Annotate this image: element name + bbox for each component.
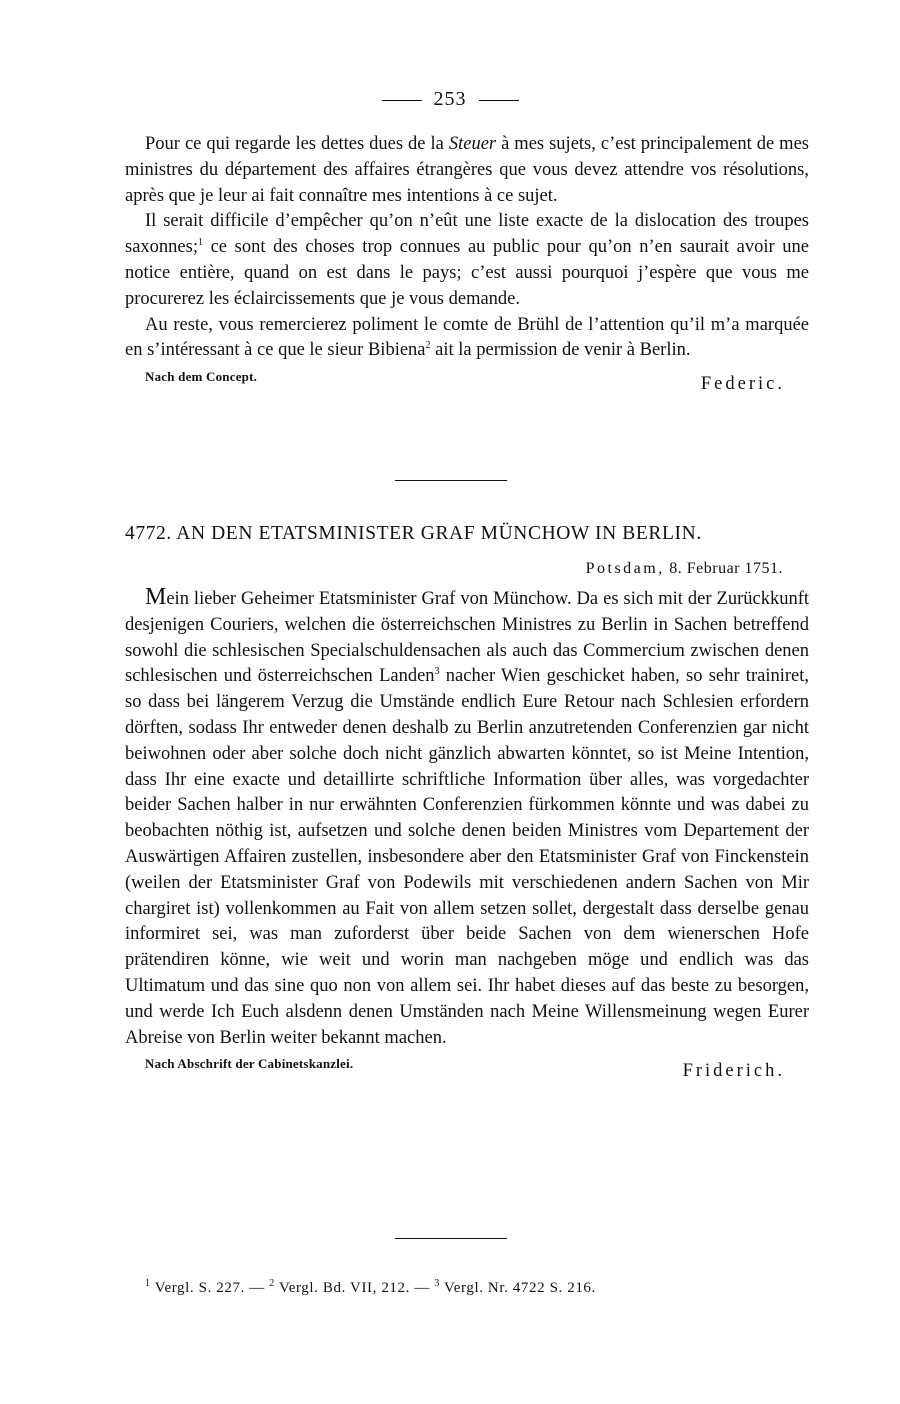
italic-word: Steuer	[448, 134, 497, 154]
footnote-3: $^3$ Vergl. Nr. 4722 S. 216.	[434, 1278, 596, 1296]
letter-place: Potsdam,	[585, 560, 665, 577]
letter-date: 8. Februar 1751.	[669, 560, 783, 577]
header-dash-left	[382, 100, 422, 101]
page-number-header	[0, 88, 900, 111]
letter-1-source-note: Nach dem Concept.	[145, 369, 258, 385]
section-divider-2	[395, 1238, 507, 1239]
footnote-separator: —	[414, 1280, 430, 1296]
letter-2-place-date	[586, 560, 783, 578]
header-dash-right	[479, 100, 519, 101]
footnotes	[145, 1280, 785, 1297]
letter-title: AN DEN ETATSMINISTER GRAF MÜNCHOW IN BERLIN.	[176, 523, 702, 544]
footnote-ref-1[interactable]: 1	[197, 237, 203, 249]
letter-1-paragraph-1: Pour ce qui regarde les dettes dues de la Steuer à mes sujets, c’est principalement de mes ministres du département des affaires étrangères que vous devez attendre vos résolutions, après que je leur ai fait connaître mes intentions à ce sujet.	[125, 134, 809, 206]
letter-2-body	[125, 584, 809, 1082]
footnote-1: $^1$ Vergl. S. 227.	[145, 1278, 245, 1296]
footnote-ref-3[interactable]: 3	[434, 666, 440, 678]
footnote-2: $^2$ Vergl. Bd. VII, 212.	[269, 1278, 410, 1296]
letter-2-paragraph: Mein lieber Geheimer Etatsminister Graf von Münchow. Da es sich mit der Zurückkunft desjenigen Couriers, welchen die österreichschen Ministres zu Berlin in Sachen betreffend sowohl die schlesischen Specialschuldensachen als auch das Commercium zwischen denen schlesischen und österreichschen Landen$^3$ nacher Wien geschicket haben, so sehr trainiret, so dass bei längerem Verzug die Umstände endlich Eure Retour nach Schlesien erfordern dörften, sodass Ihr entweder denen deshalb zu Berlin anzutretenden Conferenzien gar nicht beiwohnen oder aber solche doch nicht gänzlich abwarten könntet, so ist Meine Intention, dass Ihr eine exacte und detaillirte schriftliche Information über alles, was vorgedachter beider Sachen halber in nur erwähnten Conferenzien fürkommen könnte und was dabei zu beobachten nöthig ist, aufsetzen und solche denen beiden Ministres vom Departement der Auswärtigen Affairen zustellen, insbesondere aber den Etatsminister Graf von Finckenstein (weilen der Etatsminister Graf von Podewils mit verschiedenen andern Sachen von Mir chargiret ist) vollenkommen au Fait von allem setzen sollet, dergestalt dass derselbe genau informiret sei, was man zuforderst über beide Sachen von dem wienerschen Hofe prätendiren könne, wie weit und worin man nachgeben möge und endlich was das Ultimatum und das sine quo non von allem sei. Ihr habet dieses auf das beste zu besorgen, und werde Ich Euch alsdenn denen Umständen nach Meine Willensmeinung wegen Eurer Abreise von Berlin weiter bekannt machen.	[125, 584, 809, 1048]
letter-2-heading	[125, 523, 809, 545]
letter-2-source-note: Nach Abschrift der Cabinetskanzlei.	[145, 1056, 354, 1072]
letter-number: 4772.	[125, 523, 172, 544]
letter-2-signature-row	[125, 1051, 809, 1082]
letter-1-paragraph-2: Il serait difficile d’empêcher qu’on n’eût une liste exacte de la dislocation des troupes saxonnes;$^1$ ce sont des choses trop connues au public pour qu’on n’en saurait avoir une notice entière, quand on est dans le pays; c’est aussi pourquoi j’espère que vous me procurerez les éclaircissements que je vous demande.	[125, 211, 809, 309]
dropcap: M	[145, 584, 167, 610]
footnote-separator: —	[249, 1280, 265, 1296]
letter-1-paragraph-3: Au reste, vous remercierez poliment le comte de Brühl de l’attention qu’il m’a marquée en s’intéressant à ce que le sieur Bibiena$^2$ ait la permission de venir à Berlin.	[125, 314, 809, 361]
letter-1-body	[125, 132, 809, 395]
section-divider-1	[395, 480, 507, 481]
page-number: 253	[433, 88, 467, 110]
letter-1-signature: Federic.	[700, 374, 785, 395]
letter-1-signature-row	[125, 364, 809, 395]
letter-2-signature: Friderich.	[682, 1061, 785, 1082]
footnote-ref-2[interactable]: 2	[425, 340, 431, 352]
